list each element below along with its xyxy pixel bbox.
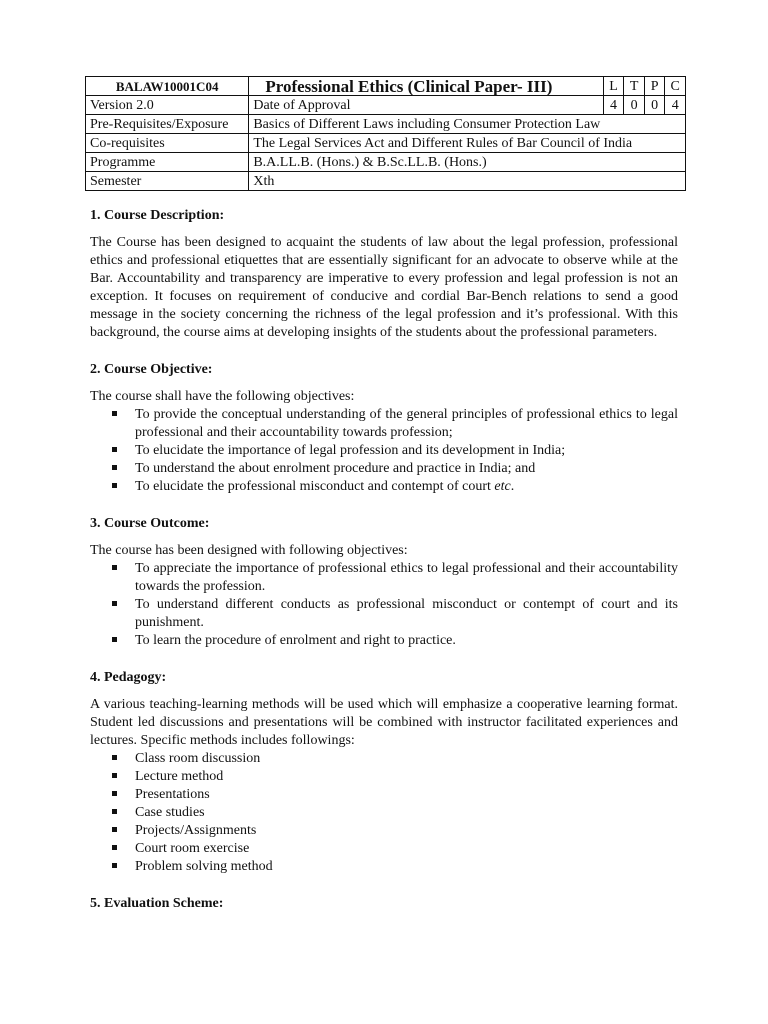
- list-item: To understand the about enrolment procedure and practice in India; and: [135, 460, 678, 478]
- list-item: To elucidate the importance of legal profession and its development in India;: [135, 442, 678, 460]
- list-item: Projects/Assignments: [135, 822, 678, 840]
- bullet-icon: [112, 773, 117, 778]
- row-label: Programme: [86, 153, 249, 172]
- section-intro: The course shall have the following objectives:: [90, 389, 355, 404]
- document-body: [90, 207, 678, 932]
- list-item: To elucidate the professional misconduct and contempt of court etc.: [135, 478, 678, 496]
- row-value: Date of Approval: [249, 96, 603, 115]
- bullet-icon: [112, 465, 117, 470]
- bullet-icon: [112, 827, 117, 832]
- ltpc-label-l: L: [603, 77, 624, 96]
- outcome-list: [90, 560, 678, 650]
- objective-list: [90, 406, 678, 496]
- bullet-icon: [112, 755, 117, 760]
- section-course-objective: [90, 361, 678, 496]
- table-row: [86, 115, 686, 134]
- row-label: Version 2.0: [86, 96, 249, 115]
- table-row: [86, 172, 686, 191]
- ltpc-label-c: C: [665, 77, 686, 96]
- ltpc-label-p: P: [644, 77, 665, 96]
- row-label: Semester: [86, 172, 249, 191]
- row-label: Co-requisites: [86, 134, 249, 153]
- list-item: Court room exercise: [135, 840, 678, 858]
- course-code: BALAW10001C04: [86, 77, 249, 96]
- list-item: Case studies: [135, 804, 678, 822]
- pedagogy-list: [90, 750, 678, 876]
- section-pedagogy: [90, 669, 678, 876]
- list-item: To learn the procedure of enrolment and right to practice.: [135, 632, 678, 650]
- bullet-icon: [112, 565, 117, 570]
- list-item: Problem solving method: [135, 858, 678, 876]
- ltpc-value-c: 4: [665, 96, 686, 115]
- list-item: To understand different conducts as professional misconduct or contempt of court and its punishment.: [135, 596, 678, 632]
- table-row: [86, 153, 686, 172]
- section-paragraph: The Course has been designed to acquaint the students of law about the legal profession, professional ethics and professional etiquettes that are essentially significant for an advocate to observe while at the Bar. Accountability and transparency are imperative to every profession and legal profession is not an exception. It focuses on requirement of conducive and cordial Bar-Bench relations to send a good message in the society concerning the richness of the legal profession and it’s professional. With this background, the course aims at developing insights of the students about the professional parameters.: [90, 235, 678, 340]
- bullet-icon: [112, 447, 117, 452]
- table-row: [86, 96, 686, 115]
- bullet-icon: [112, 791, 117, 796]
- section-evaluation: [90, 895, 678, 913]
- section-heading: 4. Pedagogy:: [90, 670, 167, 685]
- ltpc-label-t: T: [624, 77, 645, 96]
- bullet-icon: [112, 601, 117, 606]
- list-item: Lecture method: [135, 768, 678, 786]
- ltpc-value-p: 0: [644, 96, 665, 115]
- table-row: [86, 77, 686, 96]
- row-value: Xth: [249, 172, 686, 191]
- bullet-icon: [112, 809, 117, 814]
- list-item: Class room discussion: [135, 750, 678, 768]
- list-item: To provide the conceptual understanding of the general principles of professional ethics to legal professional and their accountability towards profession;: [135, 406, 678, 442]
- row-value: Basics of Different Laws including Consumer Protection Law: [249, 115, 686, 134]
- row-value: The Legal Services Act and Different Rules of Bar Council of India: [249, 134, 686, 153]
- ltpc-value-l: 4: [603, 96, 624, 115]
- bullet-icon: [112, 483, 117, 488]
- section-course-description: [90, 207, 678, 342]
- section-course-outcome: [90, 515, 678, 650]
- table-row: [86, 134, 686, 153]
- list-item: Presentations: [135, 786, 678, 804]
- section-heading: 2. Course Objective:: [90, 362, 213, 377]
- italic-suffix: etc: [494, 479, 511, 494]
- course-title: Professional Ethics (Clinical Paper- III): [249, 77, 603, 96]
- ltpc-value-t: 0: [624, 96, 645, 115]
- row-value: B.A.LL.B. (Hons.) & B.Sc.LL.B. (Hons.): [249, 153, 686, 172]
- bullet-icon: [112, 845, 117, 850]
- bullet-icon: [112, 863, 117, 868]
- section-paragraph: A various teaching-learning methods will be used which will emphasize a cooperative learning format. Student led discussions and presentations will be combined with instructor facilitated experiences and lectures. Specific methods includes followings:: [90, 697, 678, 748]
- row-label: Pre-Requisites/Exposure: [86, 115, 249, 134]
- bullet-icon: [112, 637, 117, 642]
- section-heading: 5. Evaluation Scheme:: [90, 896, 224, 911]
- section-heading: 1. Course Description:: [90, 208, 225, 223]
- section-intro: The course has been designed with following objectives:: [90, 543, 408, 558]
- section-heading: 3. Course Outcome:: [90, 516, 210, 531]
- course-info-table: [85, 76, 686, 191]
- list-item: To appreciate the importance of professional ethics to legal professional and their accountability towards the profession.: [135, 560, 678, 596]
- bullet-icon: [112, 411, 117, 416]
